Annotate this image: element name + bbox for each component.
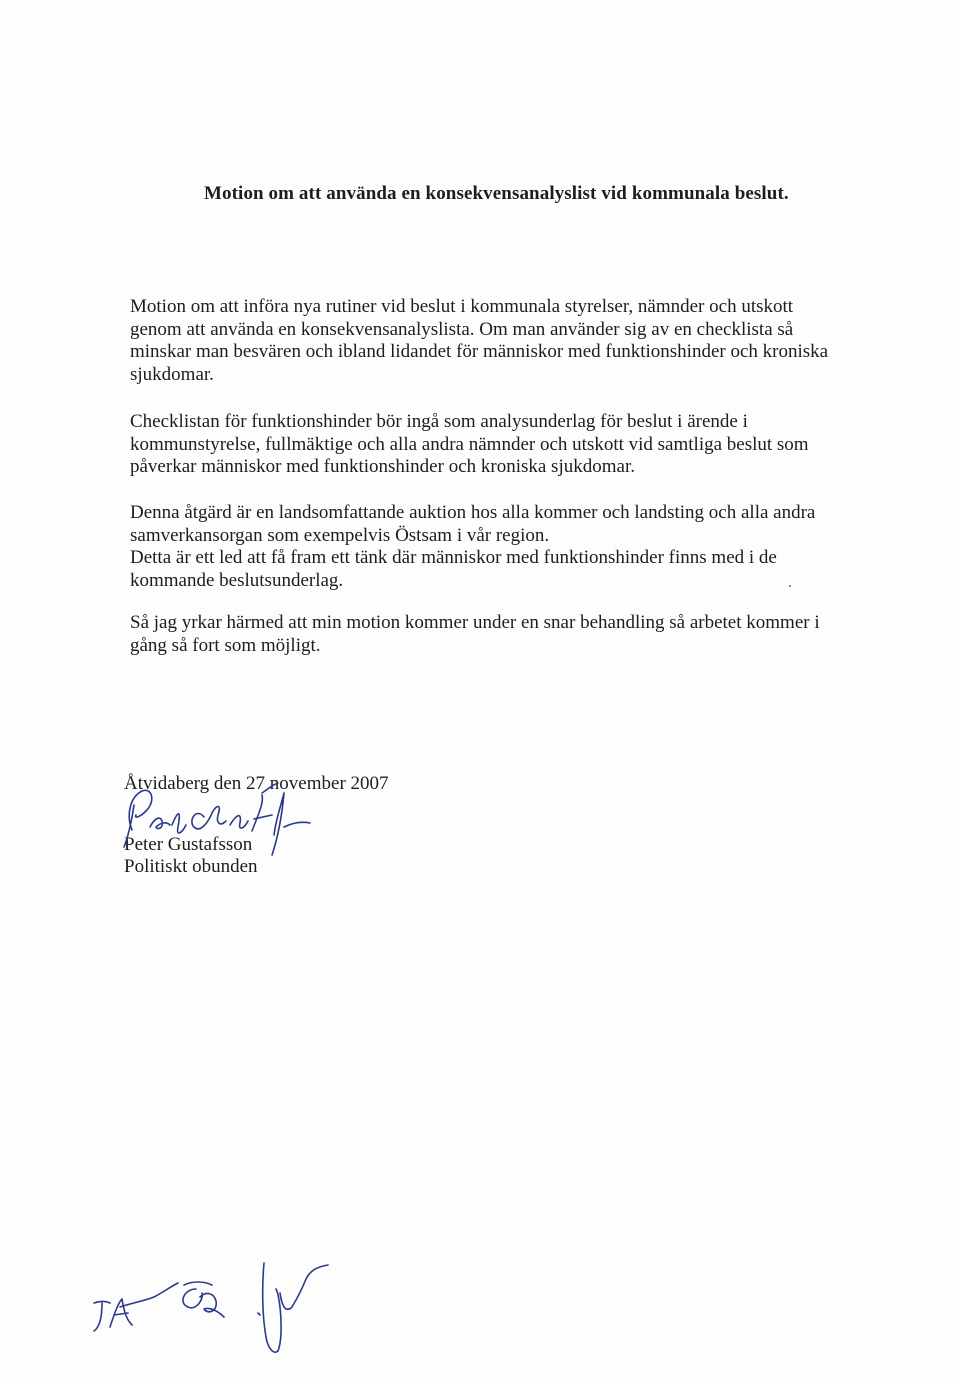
paragraph-1 <box>130 296 870 386</box>
paragraph-line: påverkar människor med funktionshinder och kroniska sjukdomar. <box>130 456 635 477</box>
paragraph-line: Checklistan för funktionshinder bör ingå som analysunderlag för beslut i ärende i <box>130 411 748 432</box>
paragraph-line: Motion om att införa nya rutiner vid beslut i kommunala styrelser, nämnder och utskott <box>130 296 794 317</box>
paragraph-line: gång så fort som möjligt. <box>130 634 321 656</box>
paragraph-2 <box>130 411 870 479</box>
paragraph-3 <box>130 502 870 592</box>
handwritten-signature <box>112 775 332 865</box>
scan-speck <box>789 585 791 587</box>
paragraph-line: sjukdomar. <box>130 363 214 385</box>
signer-affiliation: Politiskt obunden <box>124 856 258 877</box>
paragraph-line: samverkansorgan som exempelvis Östsam i vår region. <box>130 524 550 546</box>
paragraph-line: kommunstyrelse, fullmäktige och alla andra nämnder och utskott vid samtliga beslut som <box>130 433 809 455</box>
paragraph-line: genom att använda en konsekvensanalyslista. Om man använder sig av en checklista så <box>130 318 794 340</box>
paragraph-line: kommande beslutsunderlag. <box>130 569 344 591</box>
paragraph-line: Denna åtgärd är en landsomfattande auktion hos alla kommer och landsting och alla andra <box>130 502 816 523</box>
place-date: Åtvidaberg den 27 november 2007 <box>124 773 389 794</box>
paragraph-line: minskar man besvären och ibland lidandet för människor med funktionshinder och kroniska <box>130 341 829 362</box>
document-title: Motion om att använda en konsekvensanalyslist vid kommunala beslut. <box>204 183 789 204</box>
signer-name: Peter Gustafsson <box>124 833 253 855</box>
paragraph-line: Detta är ett led att få fram ett tänk där människor med funktionshinder finns med i de <box>130 547 777 568</box>
paragraph-line: Så jag yrkar härmed att min motion kommer under en snar behandling så arbetet kommer i <box>130 612 820 633</box>
paragraph-4 <box>130 612 870 657</box>
handwritten-initials <box>80 1255 350 1365</box>
